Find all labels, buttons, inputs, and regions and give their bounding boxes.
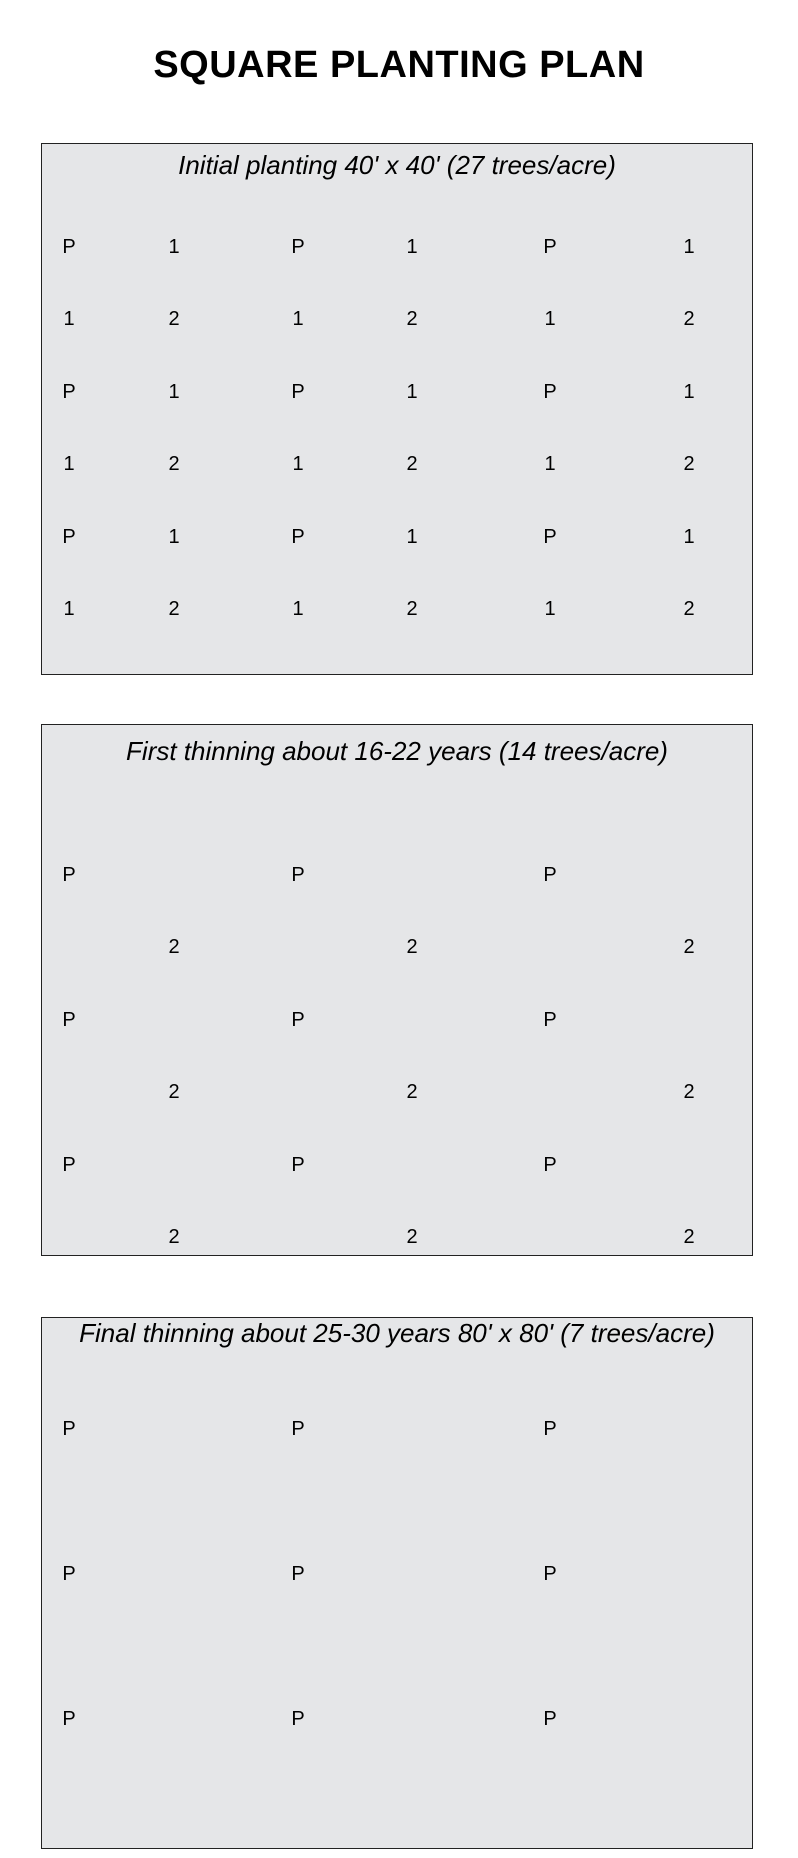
panel-final-thinning xyxy=(41,1317,753,1849)
thinning-tree-marker-1: 1 xyxy=(544,453,556,476)
thinning-tree-marker-1: 1 xyxy=(168,380,180,403)
thinning-tree-marker-1: 1 xyxy=(683,236,695,258)
permanent-tree-marker: P xyxy=(543,525,557,548)
panel-first-thinning xyxy=(41,724,753,1256)
thinning-tree-marker-2: 2 xyxy=(406,598,418,620)
permanent-tree-marker: P xyxy=(291,1153,305,1176)
thinning-tree-marker-2: 2 xyxy=(683,1081,695,1104)
thinning-tree-marker-1: 1 xyxy=(406,525,418,548)
thinning-tree-marker-1: 1 xyxy=(292,598,304,620)
thinning-tree-marker-2: 2 xyxy=(406,308,418,331)
permanent-tree-marker: P xyxy=(62,864,76,886)
thinning-tree-marker-2: 2 xyxy=(406,1226,418,1248)
permanent-tree-marker: P xyxy=(62,1418,76,1440)
permanent-tree-marker: P xyxy=(291,1563,305,1585)
permanent-tree-marker: P xyxy=(543,1153,557,1176)
permanent-tree-marker: P xyxy=(291,380,305,403)
thinning-tree-marker-1: 1 xyxy=(683,525,695,548)
permanent-tree-marker: P xyxy=(291,236,305,258)
permanent-tree-marker: P xyxy=(291,1418,305,1440)
thinning-tree-marker-1: 1 xyxy=(544,308,556,331)
panel-initial-planting xyxy=(41,143,753,675)
thinning-tree-marker-2: 2 xyxy=(168,598,180,620)
permanent-tree-marker: P xyxy=(62,1563,76,1585)
page-title: SQUARE PLANTING PLAN xyxy=(153,44,645,86)
thinning-tree-marker-1: 1 xyxy=(63,308,75,331)
panel-title: First thinning about 16-22 years (14 trees/acre) xyxy=(126,736,668,766)
permanent-tree-marker: P xyxy=(543,236,557,258)
thinning-tree-marker-2: 2 xyxy=(168,936,180,959)
permanent-tree-marker: P xyxy=(62,380,76,403)
thinning-tree-marker-1: 1 xyxy=(406,380,418,403)
permanent-tree-marker: P xyxy=(62,1008,76,1031)
permanent-tree-marker: P xyxy=(62,236,76,258)
permanent-tree-marker: P xyxy=(62,1708,76,1730)
thinning-tree-marker-2: 2 xyxy=(406,1081,418,1104)
thinning-tree-marker-2: 2 xyxy=(683,598,695,620)
thinning-tree-marker-2: 2 xyxy=(168,453,180,476)
thinning-tree-marker-2: 2 xyxy=(406,453,418,476)
permanent-tree-marker: P xyxy=(543,380,557,403)
permanent-tree-marker: P xyxy=(291,864,305,886)
thinning-tree-marker-1: 1 xyxy=(292,453,304,476)
permanent-tree-marker: P xyxy=(543,1708,557,1730)
thinning-tree-marker-2: 2 xyxy=(406,936,418,959)
permanent-tree-marker: P xyxy=(62,525,76,548)
permanent-tree-marker: P xyxy=(62,1153,76,1176)
thinning-tree-marker-1: 1 xyxy=(168,236,180,258)
thinning-tree-marker-2: 2 xyxy=(683,936,695,959)
thinning-tree-marker-2: 2 xyxy=(168,1081,180,1104)
permanent-tree-marker: P xyxy=(291,1708,305,1730)
thinning-tree-marker-2: 2 xyxy=(168,308,180,331)
thinning-tree-marker-1: 1 xyxy=(406,236,418,258)
permanent-tree-marker: P xyxy=(291,525,305,548)
thinning-tree-marker-1: 1 xyxy=(63,453,75,476)
thinning-tree-marker-2: 2 xyxy=(683,308,695,331)
permanent-tree-marker: P xyxy=(543,1418,557,1440)
thinning-tree-marker-1: 1 xyxy=(683,380,695,403)
thinning-tree-marker-1: 1 xyxy=(168,525,180,548)
permanent-tree-marker: P xyxy=(543,864,557,886)
thinning-tree-marker-2: 2 xyxy=(168,1226,180,1248)
permanent-tree-marker: P xyxy=(291,1008,305,1031)
thinning-tree-marker-1: 1 xyxy=(544,598,556,620)
panel-title: Final thinning about 25-30 years 80' x 80' (7 trees/acre) xyxy=(79,1318,715,1348)
thinning-tree-marker-1: 1 xyxy=(292,308,304,331)
thinning-tree-marker-2: 2 xyxy=(683,453,695,476)
permanent-tree-marker: P xyxy=(543,1008,557,1031)
panel-title: Initial planting 40' x 40' (27 trees/acre) xyxy=(178,150,616,180)
permanent-tree-marker: P xyxy=(543,1563,557,1585)
thinning-tree-marker-2: 2 xyxy=(683,1226,695,1248)
thinning-tree-marker-1: 1 xyxy=(63,598,75,620)
